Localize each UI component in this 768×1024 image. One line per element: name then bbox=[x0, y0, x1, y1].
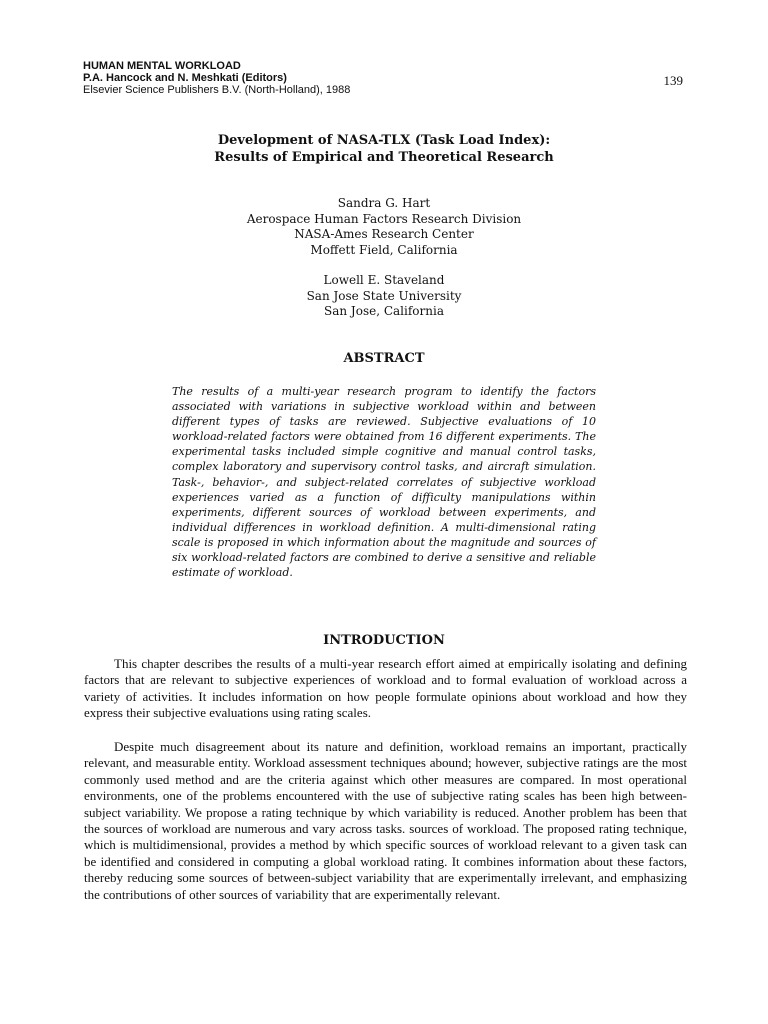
paper-title bbox=[0, 132, 768, 166]
book-editors: P.A. Hancock and N. Meshkati (Editors) bbox=[83, 72, 287, 84]
author-location: Moffett Field, California bbox=[310, 242, 458, 257]
author-affiliation: San Jose State University bbox=[306, 288, 462, 303]
introduction-paragraph-2: Despite much disagreement about its nature and definition, workload remains an important, practically relevant, and measurable entity. Workload assessment techniques abound; however, subjective ratings are the most commonly used method and are the criteria against which other measures are compared. In most operational environments, one of the problems encountered with the use of subjective rating scales has been high between-subject variability. We propose a rating technique by which variability is reduced. Another problem has been that the sources of workload are numerous and vary across tasks. sources of workload. The proposed rating technique, which is multidimensional, provides a method by which specific sources of workload relevant to a given task can be identified and considered in computing a global workload rating. It combines information about these factors, thereby reducing some sources of between-subject variability that are experimentally irrelevant, and emphasizing the contributions of other sources of variability that are experimentally relevant. bbox=[84, 739, 687, 902]
author-block-2 bbox=[0, 273, 768, 320]
author-name: Lowell E. Staveland bbox=[323, 273, 445, 287]
author-affiliation: Aerospace Human Factors Research Division bbox=[246, 211, 522, 226]
author-location: San Jose, California bbox=[324, 304, 444, 318]
book-title: HUMAN MENTAL WORKLOAD bbox=[83, 60, 241, 72]
author-affiliation: NASA-Ames Research Center bbox=[294, 227, 474, 241]
paper-title-line-1: Development of NASA-TLX (Task Load Index): bbox=[217, 133, 551, 148]
author-name: Sandra G. Hart bbox=[337, 196, 431, 210]
paper-title-line-2: Results of Empirical and Theoretical Research bbox=[214, 150, 554, 165]
page-number: 139 bbox=[663, 73, 683, 88]
introduction-paragraph-1: This chapter describes the results of a multi-year research effort aimed at empirically isolating and defining factors that are relevant to subjective experiences of workload and to formal evaluation of workload across a variety of activities. It includes information on how people formulate opinions about workload and how they express their subjective evaluations using rating scales. bbox=[84, 656, 687, 721]
introduction-heading: INTRODUCTION bbox=[323, 633, 445, 648]
abstract-text: The results of a multi-year research program to identify the factors associated with variations in subjective workload within and between different types of tasks are reviewed. Subjective evaluations of 10 workload-related factors were obtained from 16 different experiments. The experimental tasks included simple cognitive and manual control tasks, complex laboratory and supervisory control tasks, and aircraft simulation. Task-, behavior-, and subject-related correlates of subjective workload experiences varied as a function of difficulty manipulations within experiments, different sources of workload between experiments, and individual differences in workload definition. A multi-dimensional rating scale is proposed in which information about the magnitude and sources of six workload-related factors are combined to derive a sensitive and reliable estimate of workload. bbox=[172, 385, 596, 580]
author-block-1 bbox=[0, 196, 768, 258]
abstract-heading: ABSTRACT bbox=[343, 351, 425, 366]
running-header bbox=[83, 60, 683, 96]
publisher-line: Elsevier Science Publishers B.V. (North-Holland), 1988 bbox=[83, 84, 351, 96]
